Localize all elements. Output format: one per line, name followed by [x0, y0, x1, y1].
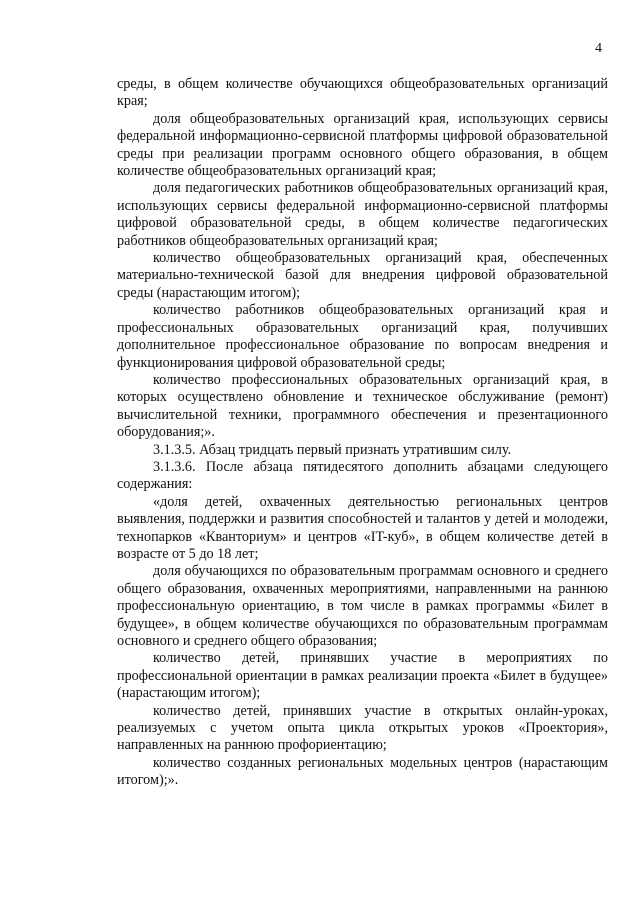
paragraph: количество работников общеобразовательных организаций края и профессиональных образовательных организаций края, получивших дополнительное профессиональное образование по вопросам внедрения и функционирования цифровой образовательной среды;	[117, 302, 608, 371]
document-body	[117, 76, 608, 790]
paragraph: доля обучающихся по образовательным программам основного и среднего общего образования, охваченных мероприятиями, направленными на раннюю профессиональную ориентацию, в том числе в рамках программы «Билет в будущее», в общем количестве обучающихся по образовательным программам основного и среднего общего образования;	[117, 563, 608, 649]
paragraph: 3.1.3.5. Абзац тридцать первый признать утратившим силу.	[153, 441, 512, 458]
paragraph: количество общеобразовательных организаций края, обеспеченных материально-технической базой для внедрения цифровой образовательной среды (нарастающим итогом);	[117, 250, 608, 301]
paragraph: «доля детей, охваченных деятельностью региональных центров выявления, поддержки и развития способностей и талантов у детей и молодежи, технопарков «Кванториум» и центров «IT-куб», в общем количестве детей в возрасте от 5 до 18 лет;	[117, 493, 608, 562]
paragraph: доля педагогических работников общеобразовательных организаций края, использующих сервисы федеральной информационно-сервисной платформы цифровой образовательной среды, в общем количестве педагогических работников общеобразовательных организаций края;	[117, 180, 608, 249]
page-number: 4	[595, 41, 602, 56]
paragraph: количество детей, принявших участие в открытых онлайн-уроках, реализуемых с учетом опыта цикла открытых уроков «Проектория», направленных на раннюю профориентацию;	[117, 702, 608, 754]
paragraph: 3.1.3.6. После абзаца пятидесятого дополнить абзацами следующего содержания:	[117, 458, 608, 493]
paragraph: количество детей, принявших участие в мероприятиях по профессиональной ориентации в рамках реализации проекта «Билет в будущее» (нарастающим итогом);	[117, 650, 608, 702]
paragraph: количество профессиональных образовательных организаций края, в которых осуществлено обновление и техническое обслуживание (ремонт) вычислительной техники, программного обеспечения и презентационного оборудования;».	[117, 371, 608, 441]
paragraph: количество созданных региональных модельных центров (нарастающим итогом);».	[117, 754, 608, 789]
paragraph: доля общеобразовательных организаций края, использующих сервисы федеральной информационно-сервисной платформы цифровой образовательной среды при реализации программ основного общего образования, в общем количестве общеобразовательных организаций края;	[117, 110, 608, 180]
paragraph: среды, в общем количестве обучающихся общеобразовательных организаций края;	[117, 76, 608, 110]
